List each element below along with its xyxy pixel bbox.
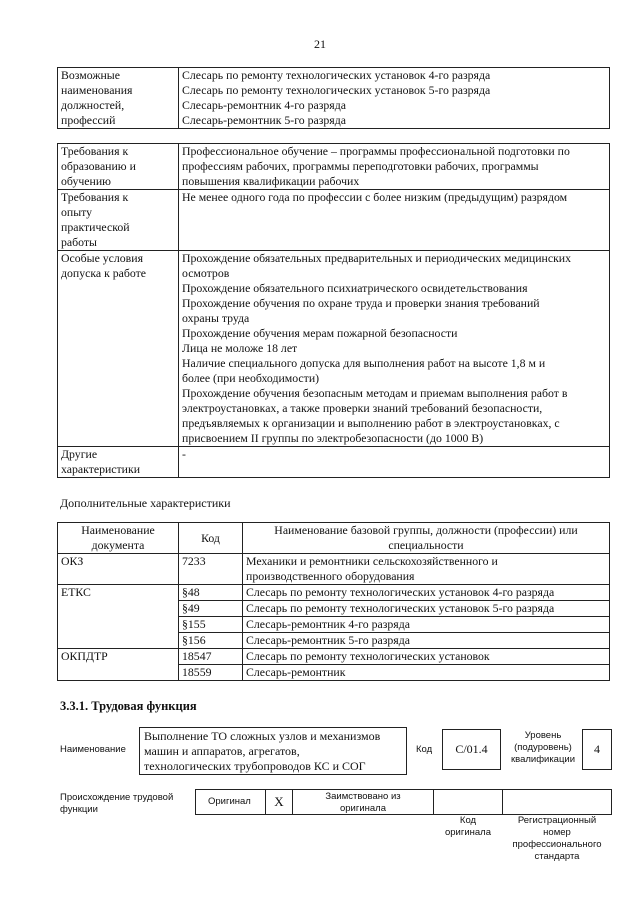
text-line: стандарта bbox=[534, 851, 580, 862]
function-code-box bbox=[442, 729, 501, 770]
education-label bbox=[58, 144, 179, 190]
col-code-header: Код bbox=[179, 523, 243, 554]
text-line: Возможные bbox=[61, 68, 120, 82]
text-line: работы bbox=[61, 235, 97, 249]
text-line: Прохождение обучения по охране труда и проверки знания требований bbox=[182, 296, 540, 310]
text-line: опыту bbox=[61, 205, 93, 219]
level-label bbox=[507, 730, 579, 766]
other-value: - bbox=[179, 447, 610, 478]
text-line: Выполнение ТО сложных узлов и механизмов bbox=[144, 729, 381, 743]
other-label bbox=[58, 447, 179, 478]
text-line: более (при необходимости) bbox=[182, 371, 320, 385]
origin-cell-reg bbox=[502, 789, 612, 815]
doc-cell: ОКПДТР bbox=[58, 649, 179, 681]
name-cell bbox=[243, 601, 610, 617]
text-line: предъявляемых к организации и выполнению работ в электроустановках, с bbox=[182, 416, 560, 430]
text-line: Код bbox=[459, 815, 477, 826]
text-line: Требования к bbox=[61, 144, 129, 158]
text-line: присвоением II группы по электробезопасности (до 1000 В) bbox=[182, 431, 484, 445]
text-line: Слесарь-ремонтник bbox=[246, 665, 346, 679]
text-line: Прохождение обучения безопасным методам и приемам выполнения работ в bbox=[182, 386, 568, 400]
text-line: Наименование базовой группы, должности (профессии) или bbox=[274, 523, 578, 537]
name-cell bbox=[243, 665, 610, 681]
experience-label bbox=[58, 190, 179, 251]
text-line: охраны труда bbox=[182, 311, 250, 325]
table-row bbox=[58, 649, 610, 665]
text-line: образованию и bbox=[61, 159, 136, 173]
text-line: технологических трубопроводов КС и СОГ bbox=[144, 759, 366, 773]
text-line: Слесарь по ремонту технологических установок 4-го разряда bbox=[246, 585, 555, 599]
code-cell: 18547 bbox=[179, 649, 243, 665]
admission-label bbox=[58, 251, 179, 447]
text-line: функции bbox=[60, 804, 98, 815]
name-cell bbox=[243, 585, 610, 601]
text-line: Лица не моложе 18 лет bbox=[182, 341, 298, 355]
origin-label bbox=[60, 792, 173, 816]
text-line: документа bbox=[91, 538, 145, 552]
function-name-box bbox=[139, 727, 407, 775]
admission-value bbox=[179, 251, 610, 447]
text-line: Особые условия bbox=[61, 251, 143, 265]
origin-mark: X bbox=[274, 794, 284, 809]
text-line: допуска к работе bbox=[61, 266, 147, 280]
level-box bbox=[582, 729, 612, 770]
function-heading: 3.3.1. Трудовая функция bbox=[60, 699, 197, 713]
origin-cell-borrowed bbox=[292, 789, 434, 815]
text-line: обучению bbox=[61, 174, 111, 188]
text-line: Слесарь-ремонтник 5-го разряда bbox=[246, 633, 410, 647]
text-line: Происхождение трудовой bbox=[60, 792, 174, 803]
text-line: Регистрационный bbox=[517, 815, 597, 826]
level-value: 4 bbox=[594, 742, 600, 756]
experience-row bbox=[58, 190, 610, 251]
text-line: оригинала bbox=[444, 827, 491, 838]
text-line: осмотров bbox=[182, 266, 230, 280]
name-cell bbox=[243, 649, 610, 665]
text-line: производственного оборудования bbox=[246, 569, 415, 583]
experience-value bbox=[179, 190, 610, 251]
text-line: Требования к bbox=[61, 190, 129, 204]
positions-label bbox=[58, 68, 179, 129]
text-line: характеристики bbox=[61, 462, 141, 476]
text-line: электроустановках, а также проверки знаний требований безопасности, bbox=[182, 401, 543, 415]
positions-list bbox=[179, 68, 610, 129]
text-line: Прохождение обязательного психиатрического освидетельствования bbox=[182, 281, 528, 295]
name-cell bbox=[243, 554, 610, 585]
text-line: Слесарь-ремонтник 4-го разряда bbox=[182, 98, 346, 112]
function-name-label: Наименование bbox=[60, 744, 126, 755]
text-line: профессий bbox=[61, 113, 116, 127]
text-line: Профессиональное обучение – программы профессиональной подготовки по bbox=[182, 144, 570, 158]
text-line: Слесарь-ремонтник 4-го разряда bbox=[246, 617, 410, 631]
additional-table bbox=[57, 522, 610, 681]
doc-cell: ЕТКС bbox=[58, 585, 179, 649]
code-cell: §48 bbox=[179, 585, 243, 601]
origin-cell-original bbox=[195, 789, 266, 815]
text-line: повышения квалификации рабочих bbox=[182, 174, 360, 188]
table-row bbox=[58, 554, 610, 585]
col-doc-header bbox=[58, 523, 179, 554]
text-line: Слесарь по ремонту технологических установок 5-го разряда bbox=[246, 601, 555, 615]
admission-row bbox=[58, 251, 610, 447]
text-line: Слесарь по ремонту технологических установок 4-го разряда bbox=[182, 68, 491, 82]
education-value bbox=[179, 144, 610, 190]
origin-cell-code bbox=[433, 789, 503, 815]
additional-title: Дополнительные характеристики bbox=[60, 496, 231, 510]
code-cell: §49 bbox=[179, 601, 243, 617]
text-line: Прохождение обучения мерам пожарной безопасности bbox=[182, 326, 458, 340]
function-code-value: C/01.4 bbox=[455, 742, 488, 756]
page-number: 21 bbox=[314, 37, 326, 51]
text-line: (подуровень) bbox=[514, 742, 572, 753]
text-line: Другие bbox=[61, 447, 98, 461]
text-line: оригинала bbox=[339, 802, 386, 814]
text-line: номер bbox=[543, 827, 571, 838]
code-cell: 18559 bbox=[179, 665, 243, 681]
text-line: Слесарь-ремонтник 5-го разряда bbox=[182, 113, 346, 127]
positions-table bbox=[57, 67, 610, 129]
text-line: практической bbox=[61, 220, 130, 234]
text-line: квалификации bbox=[510, 754, 576, 765]
reg-caption bbox=[502, 815, 612, 863]
origin-cell-mark bbox=[265, 789, 293, 815]
code-cell: §156 bbox=[179, 633, 243, 649]
text-line: машин и аппаратов, агрегатов, bbox=[144, 744, 300, 758]
text-line: Слесарь по ремонту технологических установок 5-го разряда bbox=[182, 83, 491, 97]
text-line: специальности bbox=[388, 538, 464, 552]
text-line: должностей, bbox=[61, 98, 125, 112]
code-caption bbox=[433, 815, 503, 839]
education-row bbox=[58, 144, 610, 190]
text-line: наименования bbox=[61, 83, 133, 97]
text-line: Уровень bbox=[524, 730, 562, 741]
text-line: профессиям рабочих, программы переподготовки рабочих, программы bbox=[182, 159, 539, 173]
other-row bbox=[58, 447, 610, 478]
text-line: профессионального bbox=[512, 839, 602, 850]
function-code-label: Код bbox=[416, 744, 433, 755]
col-name-header bbox=[243, 523, 610, 554]
text-line: Не менее одного года по профессии с более низким (предыдущим) разрядом bbox=[182, 190, 568, 204]
text-line: Наличие специального допуска для выполнения работ на высоте 1,8 м и bbox=[182, 356, 546, 370]
name-cell bbox=[243, 617, 610, 633]
table-row bbox=[58, 585, 610, 601]
requirements-table bbox=[57, 143, 610, 478]
text-line: Слесарь по ремонту технологических установок bbox=[246, 649, 490, 663]
origin-original-label: Оригинал bbox=[208, 796, 251, 807]
code-cell: 7233 bbox=[179, 554, 243, 585]
doc-cell: ОКЗ bbox=[58, 554, 179, 585]
text-line: Заимствовано из bbox=[325, 791, 401, 802]
text-line: Механики и ремонтники сельскохозяйственного и bbox=[246, 554, 498, 568]
text-line: Наименование bbox=[81, 523, 155, 537]
name-cell bbox=[243, 633, 610, 649]
code-cell: §155 bbox=[179, 617, 243, 633]
text-line: Прохождение обязательных предварительных и периодических медицинских bbox=[182, 251, 572, 265]
